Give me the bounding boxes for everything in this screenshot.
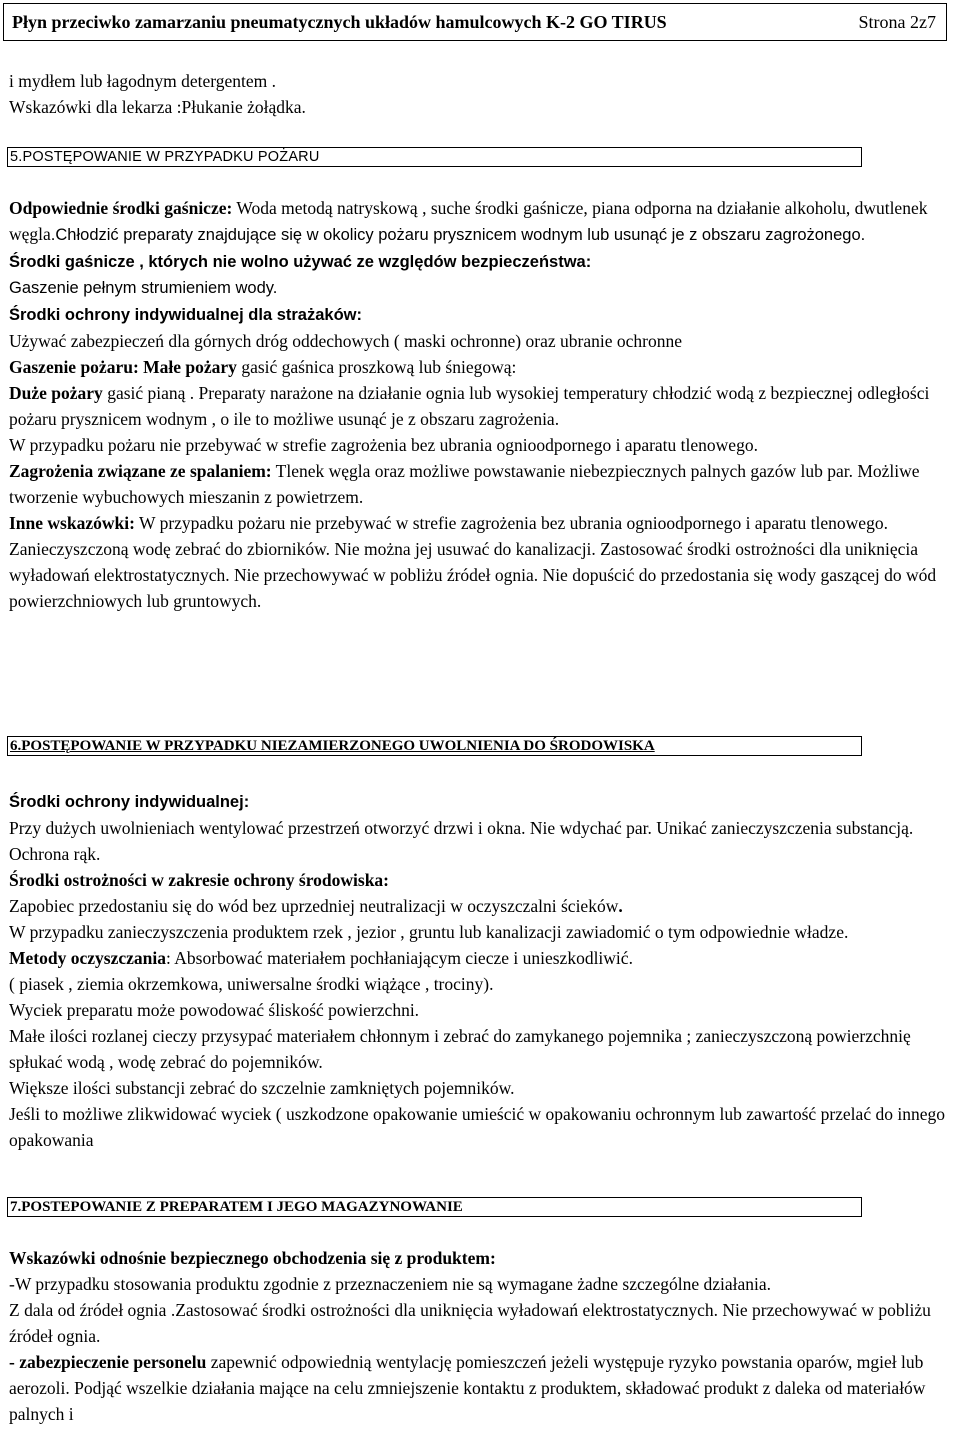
s6-p9-text: Jeśli to możliwe zlikwidować wyciek ( uszkodzone opakowanie umieścić w opakowaniu ochronnym lub zawartość przelać do innego opakowania — [9, 1104, 945, 1150]
s7-safe-handling — [9, 1245, 954, 1271]
section-5-body — [9, 195, 954, 614]
s7-p2-text: Z dala od źródeł ognia .Zastosować środki ostrożności dla uniknięcia wyładowań elektrostatycznych. Nie przechowywać w pobliżu źródeł ognia. — [9, 1300, 931, 1346]
s5-p2-label: Środki gaśnicze , których nie wolno używać ze względów bezpieczeństwa: — [9, 253, 592, 271]
s5-firefighter-ppe — [9, 301, 954, 328]
s6-p2-line — [9, 893, 954, 919]
s5-p1-label: Odpowiednie środki gaśnicze: — [9, 198, 233, 218]
s6-environment-precautions — [9, 867, 954, 893]
s5-p4-label2: Duże pożary — [9, 383, 103, 403]
s6-p1-label: Środki ochrony indywidualnej: — [9, 793, 250, 811]
s7-p1-text: -W przypadku stosowania produktu zgodnie z przeznaczeniem nie są wymagane żadne szczególne działania. — [9, 1274, 772, 1294]
section-7-heading: 7.POSTEPOWANIE Z PREPARATEM I JEGO MAGAZYNOWANIE — [7, 1197, 862, 1217]
s5-unsuitable-media — [9, 248, 954, 275]
s5-p4-text2: gasić pianą . Preparaty narażone na działanie ognia lub wysokiej temperatury chłodzić wodą z bezpiecznej odległości pożaru prysznicem wodnym , o ile to możliwe usunąć je z obszaru zagrożenia. — [9, 383, 930, 429]
s5-p6-text: Tlenek węgla oraz możliwe powstawanie niebezpiecznych palnych gazów lub par. Możliwe tworzenie wybuchowych mieszanin z powietrzem. — [9, 461, 920, 507]
s5-p7-label: Inne wskazówki: — [9, 513, 135, 533]
s5-large-fires — [9, 380, 954, 432]
intro-line-1: i mydłem lub łagodnym detergentem . — [9, 71, 276, 91]
s6-p4-label: Metody oczyszczania — [9, 948, 166, 968]
s5-p6-label: Zagrożenia związane ze spalaniem: — [9, 461, 272, 481]
s5-p1-sans: .Chłodzić preparaty znajdujące się w okolicy pożaru prysznicem wodnym lub usunąć je z obszaru zagrożonego. — [50, 226, 866, 244]
s6-p8-text: Większe ilości substancji zebrać do szczelnie zamkniętych pojemników. — [9, 1078, 515, 1098]
document-header — [3, 3, 947, 41]
s6-p2-text: Zapobiec przedostaniu się do wód bez uprzedniej neutralizacji w oczyszczalni ścieków — [9, 896, 619, 916]
s7-personnel-protection — [9, 1349, 954, 1427]
page-number: Strona 2z7 — [858, 12, 936, 32]
s6-p2-dot: . — [618, 896, 623, 916]
intro-line-2: Wskazówki dla lekarza :Płukanie żołądka. — [9, 97, 306, 117]
document-title: Płyn przeciwko zamarzaniu pneumatycznych układów hamulcowych K-2 GO TIRUS — [12, 12, 667, 32]
section-6-body — [9, 788, 954, 1153]
s6-p7-text: Małe ilości rozlanej cieczy przysypać materiałem chłonnym i zebrać do zamykanego pojemnika ; zanieczyszczoną powierzchnię spłukać wodą , wodę zebrać do pojemników. — [9, 1026, 911, 1072]
s6-p2-label: Środki ostrożności w zakresie ochrony środowiska: — [9, 870, 390, 890]
s5-p7-text: W przypadku pożaru nie przebywać w strefie zagrożenia bez ubrania ognioodpornego i aparatu tlenowego. Zanieczyszczoną wodę zebrać do zbiorników. Nie można jej usuwać do kanalizacji. Zastosować środki ostrożności dla uniknięcia wyładowań elektrostatycznych. Nie przechowywać w pobliżu źródeł ognia. Nie dopuścić do przedostania się wody gaszącej do wód powierzchniowych lub gruntowych. — [9, 513, 937, 611]
s5-p3-text: Używać zabezpieczeń dla górnych dróg oddechowych ( maski ochronne) oraz ubranie ochronne — [9, 331, 682, 351]
section-5-heading: 5.POSTĘPOWANIE W PRZYPADKU POŻARU — [7, 147, 862, 167]
s7-p3-label: - zabezpieczenie personelu — [9, 1352, 207, 1372]
s7-p1-label: Wskazówki odnośnie bezpiecznego obchodzenia się z produktem: — [9, 1248, 496, 1268]
s5-p5-text: W przypadku pożaru nie przebywać w strefie zagrożenia bez ubrania ognioodpornego i aparatu tlenowego. — [9, 435, 758, 455]
section-6-heading: 6.POSTĘPOWANIE W PRZYPADKU NIEZAMIERZONEGO UWOLNIENIA DO ŚRODOWISKA — [7, 736, 862, 756]
s6-cleanup-methods — [9, 945, 954, 971]
s6-p4-text: : Absorbować materiałem pochłaniającym ciecze i unieszkodliwić. — [165, 948, 633, 968]
s5-firefighting — [9, 354, 954, 380]
s6-p5-text: ( piasek , ziemia okrzemkowa, uniwersalne środki wiążące , trociny). — [9, 974, 494, 994]
s5-p4-text1: gasić gaśnica proszkową lub śniegową: — [236, 357, 517, 377]
s5-other-advice — [9, 510, 954, 614]
s7-p3-text: zapewnić odpowiednią wentylację pomieszczeń jeżeli występuje ryzyko powstania oparów, mgieł lub aerozoli. Podjąć wszelkie działania mające na celu zmniejszenie kontaktu z produktem, składować produkt z daleka od materiałów palnych i — [9, 1352, 926, 1424]
s5-extinguishing-media — [9, 195, 954, 248]
s5-p1-text: Woda metodą natryskową , suche środki gaśnicze, piana odporna na działanie alkoholu, dwutlenek węgla — [9, 198, 928, 244]
section-7-body — [9, 1245, 954, 1427]
s5-p4-label1: Gaszenie pożaru: Małe pożary — [9, 357, 237, 377]
s6-personal-protection — [9, 788, 954, 815]
s6-p6-text: Wyciek preparatu może powodować śliskość powierzchni. — [9, 1000, 420, 1020]
intro-text — [9, 68, 954, 120]
s5-p2-text: Gaszenie pełnym strumieniem wody. — [9, 279, 278, 297]
s6-p3-text: W przypadku zanieczyszczenia produktem rzek , jezior , gruntu lub kanalizacji zawiadomić o tym odpowiednie władze. — [9, 922, 849, 942]
s5-p3-label: Środki ochrony indywidualnej dla strażaków: — [9, 306, 362, 324]
s5-combustion-hazards — [9, 458, 954, 510]
s6-p1-text: Przy dużych uwolnieniach wentylować przestrzeń otworzyć drzwi i okna. Nie wdychać par. Unikać zanieczyszczenia substancją. Ochrona rąk. — [9, 818, 914, 864]
